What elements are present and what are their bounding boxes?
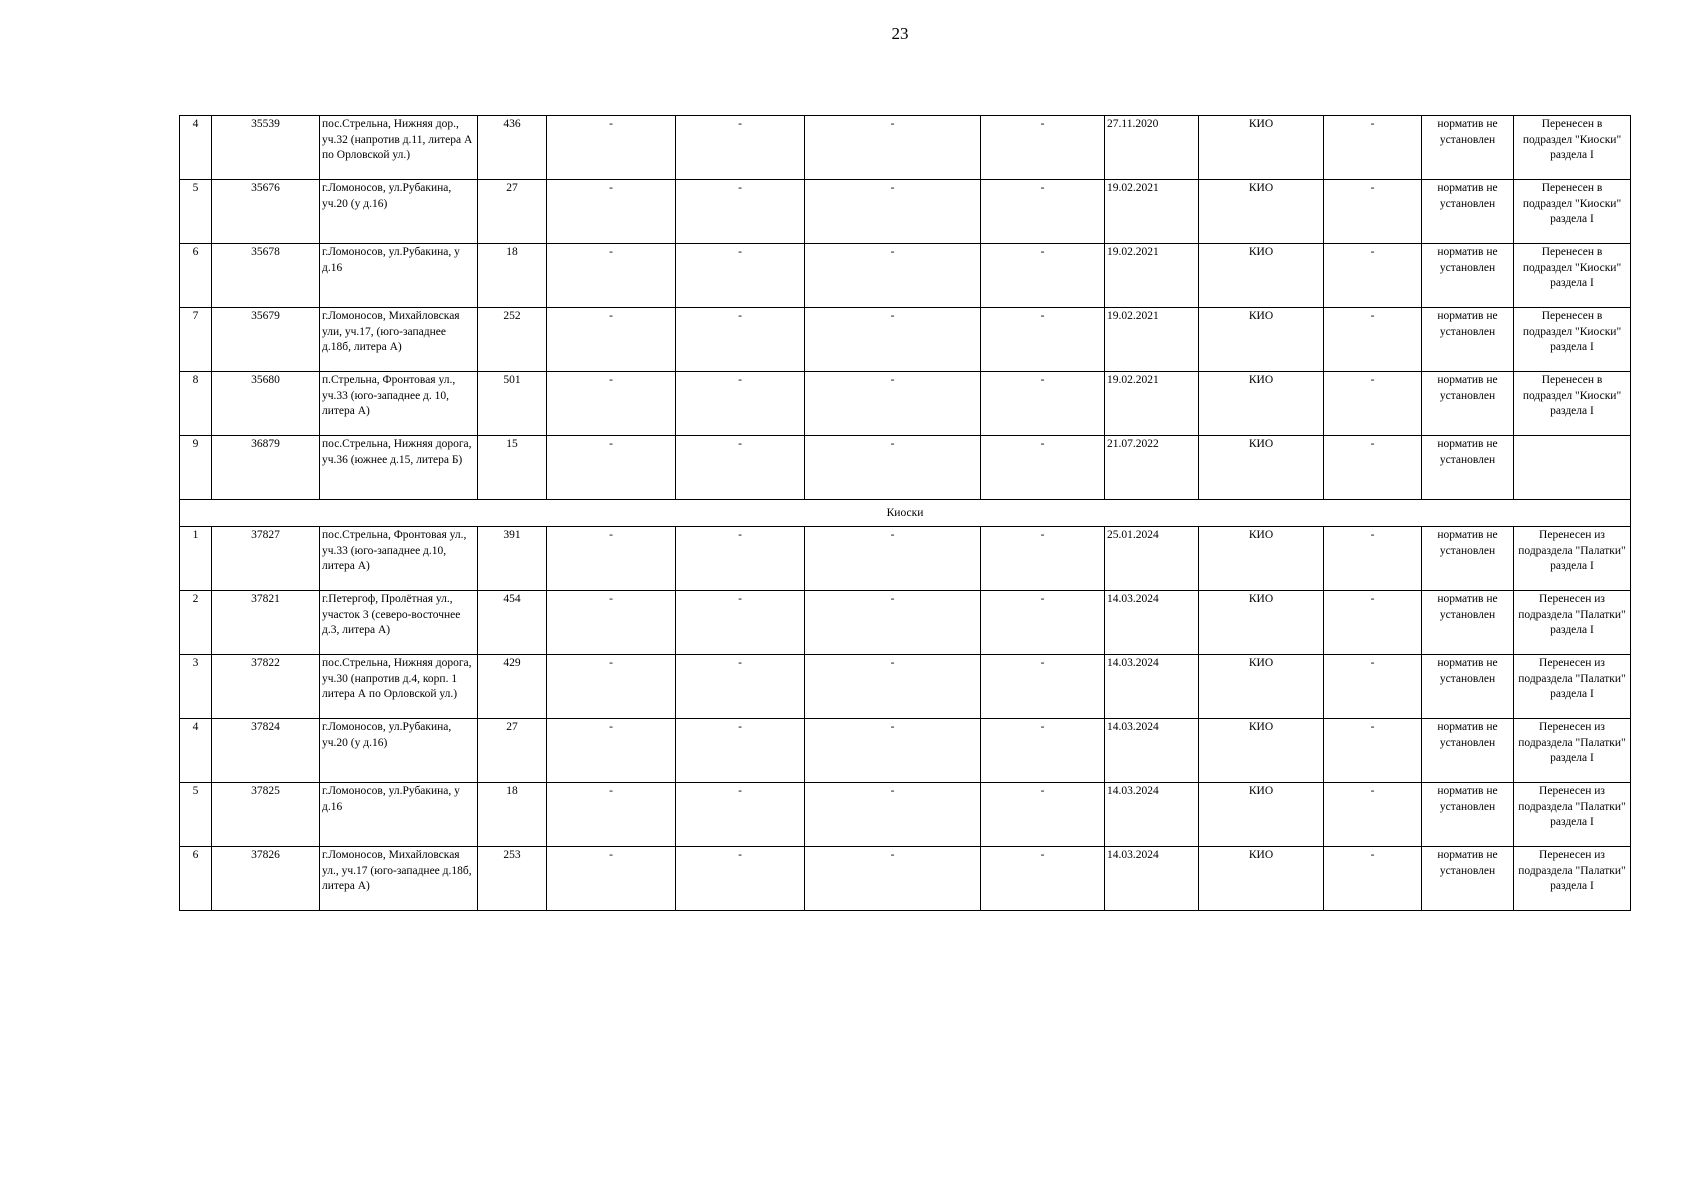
date-cell: 14.03.2024 (1105, 783, 1199, 847)
column-11-cell: - (1324, 719, 1422, 783)
column-5-cell: - (547, 116, 676, 180)
column-6-cell: - (676, 783, 805, 847)
address-cell: пос.Стрельна, Нижняя дорога, уч.30 (напротив д.4, корп. 1 литера А по Орловской ул.) (320, 655, 478, 719)
norm-cell: норматив не установлен (1422, 783, 1514, 847)
column-8-cell: - (981, 527, 1105, 591)
column-11-cell: - (1324, 372, 1422, 436)
column-11-cell: - (1324, 655, 1422, 719)
column-5-cell: - (547, 591, 676, 655)
registry-id-cell: 35680 (212, 372, 320, 436)
table-row (180, 655, 1631, 719)
table-row (180, 308, 1631, 372)
column-7-cell: - (805, 847, 981, 911)
column-11-cell: - (1324, 847, 1422, 911)
table-row (180, 847, 1631, 911)
organization-cell: КИО (1199, 180, 1324, 244)
norm-cell: норматив не установлен (1422, 308, 1514, 372)
column-11-cell: - (1324, 180, 1422, 244)
area-cell: 27 (478, 719, 547, 783)
area-cell: 27 (478, 180, 547, 244)
address-cell: пос.Стрельна, Фронтовая ул., уч.33 (юго-западнее д.10, литера А) (320, 527, 478, 591)
date-cell: 19.02.2021 (1105, 244, 1199, 308)
row-number-cell: 5 (180, 783, 212, 847)
note-cell: Перенесен в подраздел "Киоски" раздела I (1514, 116, 1631, 180)
column-7-cell: - (805, 372, 981, 436)
date-cell: 25.01.2024 (1105, 527, 1199, 591)
registry-id-cell: 35676 (212, 180, 320, 244)
note-cell: Перенесен из подраздела "Палатки" раздела I (1514, 719, 1631, 783)
date-cell: 27.11.2020 (1105, 116, 1199, 180)
row-number-cell: 6 (180, 244, 212, 308)
norm-cell: норматив не установлен (1422, 591, 1514, 655)
date-cell: 14.03.2024 (1105, 719, 1199, 783)
registry-id-cell: 37822 (212, 655, 320, 719)
organization-cell: КИО (1199, 116, 1324, 180)
table-row (180, 527, 1631, 591)
column-7-cell: - (805, 308, 981, 372)
column-5-cell: - (547, 372, 676, 436)
norm-cell: норматив не установлен (1422, 527, 1514, 591)
address-cell: пос.Стрельна, Нижняя дор., уч.32 (напротив д.11, литера А по Орловской ул.) (320, 116, 478, 180)
column-7-cell: - (805, 436, 981, 500)
area-cell: 18 (478, 244, 547, 308)
column-6-cell: - (676, 527, 805, 591)
column-11-cell: - (1324, 591, 1422, 655)
column-11-cell: - (1324, 436, 1422, 500)
address-cell: г.Ломоносов, ул.Рубакина, у д.16 (320, 783, 478, 847)
column-11-cell: - (1324, 116, 1422, 180)
column-8-cell: - (981, 591, 1105, 655)
note-cell: Перенесен из подраздела "Палатки" раздела I (1514, 847, 1631, 911)
column-8-cell: - (981, 116, 1105, 180)
column-8-cell: - (981, 847, 1105, 911)
registry-id-cell: 35539 (212, 116, 320, 180)
row-number-cell: 6 (180, 847, 212, 911)
registry-id-cell: 37827 (212, 527, 320, 591)
organization-cell: КИО (1199, 655, 1324, 719)
note-cell: Перенесен в подраздел "Киоски" раздела I (1514, 372, 1631, 436)
column-8-cell: - (981, 308, 1105, 372)
address-cell: пос.Стрельна, Нижняя дорога, уч.36 (южнее д.15, литера Б) (320, 436, 478, 500)
row-number-cell: 7 (180, 308, 212, 372)
column-8-cell: - (981, 783, 1105, 847)
page-number: 23 (891, 24, 909, 43)
date-cell: 19.02.2021 (1105, 180, 1199, 244)
registry-id-cell: 37824 (212, 719, 320, 783)
column-8-cell: - (981, 180, 1105, 244)
table-row (180, 116, 1631, 180)
note-cell: Перенесен из подраздела "Палатки" раздела I (1514, 655, 1631, 719)
column-5-cell: - (547, 527, 676, 591)
section-header (180, 500, 1631, 527)
registry-id-cell: 36879 (212, 436, 320, 500)
column-7-cell: - (805, 783, 981, 847)
registry-id-cell: 37821 (212, 591, 320, 655)
column-8-cell: - (981, 372, 1105, 436)
column-7-cell: - (805, 655, 981, 719)
organization-cell: КИО (1199, 244, 1324, 308)
organization-cell: КИО (1199, 783, 1324, 847)
column-5-cell: - (547, 244, 676, 308)
column-7-cell: - (805, 591, 981, 655)
rows-before-section (180, 116, 1631, 500)
address-cell: г.Ломоносов, Михайловская ул., уч.17 (юго-западнее д.18б, литера А) (320, 847, 478, 911)
address-cell: г.Ломоносов, ул.Рубакина, уч.20 (у д.16) (320, 180, 478, 244)
column-7-cell: - (805, 527, 981, 591)
row-number-cell: 9 (180, 436, 212, 500)
column-6-cell: - (676, 719, 805, 783)
column-7-cell: - (805, 180, 981, 244)
column-11-cell: - (1324, 527, 1422, 591)
organization-cell: КИО (1199, 372, 1324, 436)
column-5-cell: - (547, 180, 676, 244)
area-cell: 18 (478, 783, 547, 847)
date-cell: 21.07.2022 (1105, 436, 1199, 500)
registry-id-cell: 37826 (212, 847, 320, 911)
registry-table (179, 115, 1631, 911)
column-11-cell: - (1324, 244, 1422, 308)
column-5-cell: - (547, 436, 676, 500)
note-cell (1514, 436, 1631, 500)
note-cell: Перенесен из подраздела "Палатки" раздела I (1514, 527, 1631, 591)
note-cell: Перенесен в подраздел "Киоски" раздела I (1514, 244, 1631, 308)
column-7-cell: - (805, 116, 981, 180)
norm-cell: норматив не установлен (1422, 847, 1514, 911)
norm-cell: норматив не установлен (1422, 655, 1514, 719)
column-7-cell: - (805, 244, 981, 308)
table-row (180, 591, 1631, 655)
column-8-cell: - (981, 436, 1105, 500)
column-6-cell: - (676, 244, 805, 308)
column-6-cell: - (676, 372, 805, 436)
column-8-cell: - (981, 655, 1105, 719)
address-cell: г.Петергоф, Пролётная ул., участок 3 (северо-восточнее д.3, литера А) (320, 591, 478, 655)
area-cell: 252 (478, 308, 547, 372)
registry-id-cell: 35678 (212, 244, 320, 308)
column-11-cell: - (1324, 308, 1422, 372)
row-number-cell: 2 (180, 591, 212, 655)
area-cell: 253 (478, 847, 547, 911)
row-number-cell: 3 (180, 655, 212, 719)
area-cell: 391 (478, 527, 547, 591)
table-row (180, 180, 1631, 244)
date-cell: 19.02.2021 (1105, 372, 1199, 436)
row-number-cell: 8 (180, 372, 212, 436)
norm-cell: норматив не установлен (1422, 180, 1514, 244)
table-row (180, 436, 1631, 500)
date-cell: 14.03.2024 (1105, 655, 1199, 719)
column-5-cell: - (547, 783, 676, 847)
organization-cell: КИО (1199, 719, 1324, 783)
date-cell: 14.03.2024 (1105, 847, 1199, 911)
norm-cell: норматив не установлен (1422, 372, 1514, 436)
area-cell: 501 (478, 372, 547, 436)
row-number-cell: 4 (180, 719, 212, 783)
column-11-cell: - (1324, 783, 1422, 847)
area-cell: 436 (478, 116, 547, 180)
note-cell: Перенесен в подраздел "Киоски" раздела I (1514, 308, 1631, 372)
registry-id-cell: 37825 (212, 783, 320, 847)
column-8-cell: - (981, 719, 1105, 783)
norm-cell: норматив не установлен (1422, 436, 1514, 500)
table-row (180, 783, 1631, 847)
table-row (180, 719, 1631, 783)
norm-cell: норматив не установлен (1422, 244, 1514, 308)
address-cell: г.Ломоносов, ул.Рубакина, у д.16 (320, 244, 478, 308)
note-cell: Перенесен в подраздел "Киоски" раздела I (1514, 180, 1631, 244)
area-cell: 454 (478, 591, 547, 655)
section-title: Киоски (180, 500, 1631, 527)
column-6-cell: - (676, 847, 805, 911)
row-number-cell: 1 (180, 527, 212, 591)
column-5-cell: - (547, 719, 676, 783)
organization-cell: КИО (1199, 847, 1324, 911)
organization-cell: КИО (1199, 308, 1324, 372)
column-6-cell: - (676, 655, 805, 719)
note-cell: Перенесен из подраздела "Палатки" раздела I (1514, 783, 1631, 847)
column-6-cell: - (676, 591, 805, 655)
area-cell: 429 (478, 655, 547, 719)
column-5-cell: - (547, 308, 676, 372)
address-cell: п.Стрельна, Фронтовая ул., уч.33 (юго-западнее д. 10, литера А) (320, 372, 478, 436)
row-number-cell: 5 (180, 180, 212, 244)
note-cell: Перенесен из подраздела "Палатки" раздела I (1514, 591, 1631, 655)
norm-cell: норматив не установлен (1422, 116, 1514, 180)
table-row (180, 372, 1631, 436)
address-cell: г.Ломоносов, Михайловская ули, уч.17, (юго-западнее д.18б, литера А) (320, 308, 478, 372)
column-7-cell: - (805, 719, 981, 783)
registry-id-cell: 35679 (212, 308, 320, 372)
date-cell: 19.02.2021 (1105, 308, 1199, 372)
row-number-cell: 4 (180, 116, 212, 180)
date-cell: 14.03.2024 (1105, 591, 1199, 655)
organization-cell: КИО (1199, 591, 1324, 655)
column-6-cell: - (676, 436, 805, 500)
column-5-cell: - (547, 847, 676, 911)
norm-cell: норматив не установлен (1422, 719, 1514, 783)
column-6-cell: - (676, 116, 805, 180)
address-cell: г.Ломоносов, ул.Рубакина, уч.20 (у д.16) (320, 719, 478, 783)
table-row (180, 244, 1631, 308)
column-6-cell: - (676, 180, 805, 244)
rows-after-section (180, 527, 1631, 911)
column-5-cell: - (547, 655, 676, 719)
area-cell: 15 (478, 436, 547, 500)
organization-cell: КИО (1199, 436, 1324, 500)
column-6-cell: - (676, 308, 805, 372)
column-8-cell: - (981, 244, 1105, 308)
organization-cell: КИО (1199, 527, 1324, 591)
